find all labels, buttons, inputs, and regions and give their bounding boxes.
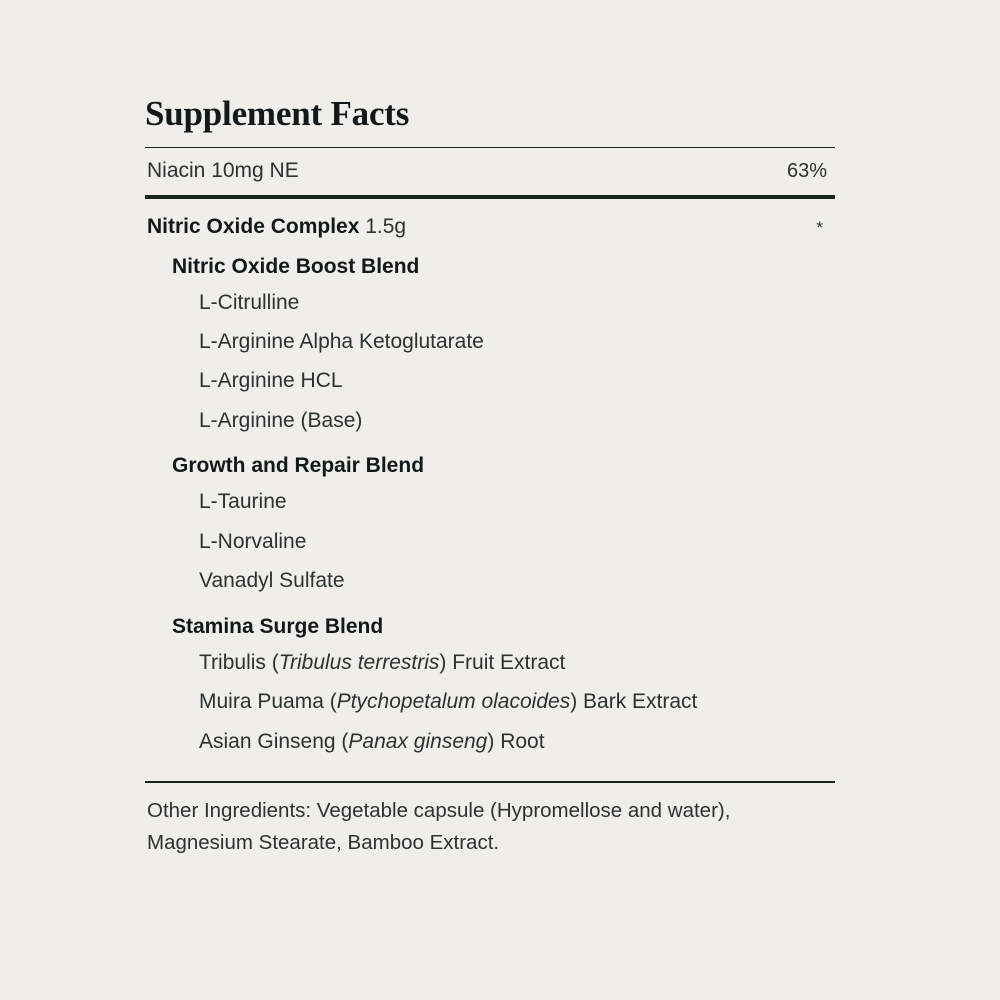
nutrient-daily-value: 63%	[786, 159, 827, 182]
nutrient-row	[145, 148, 835, 195]
ingredient-row: L-Arginine (Base)	[199, 408, 363, 432]
supplement-facts-panel	[145, 95, 835, 859]
ingredient-row: L-Arginine HCL	[199, 369, 343, 393]
ingredient-row: Asian Ginseng (Panax ginseng) Root	[199, 729, 545, 753]
blend-group	[145, 615, 835, 761]
proprietary-blend-section	[145, 199, 835, 762]
ingredient-row: L-Norvaline	[199, 529, 307, 553]
proprietary-blend-row	[145, 215, 835, 241]
other-ingredients-text: Other Ingredients: Vegetable capsule (Hypromellose and water), Magnesium Stearate, Bamboo Extract.	[147, 799, 731, 854]
ingredient-row: L-Taurine	[199, 490, 287, 514]
proprietary-blend-amount: 1.5g	[365, 214, 407, 238]
blend-name: Nitric Oxide Boost Blend	[172, 254, 420, 278]
nutrient-name: Niacin 10mg NE	[147, 158, 299, 182]
ingredient-row: L-Citrulline	[199, 290, 300, 314]
ingredient-row: Tribulis (Tribulus terrestris) Fruit Extract	[199, 650, 566, 674]
blend-group	[145, 255, 835, 441]
ingredient-row: Vanadyl Sulfate	[199, 569, 345, 593]
proprietary-blend-dv-symbol: *	[816, 217, 823, 237]
proprietary-blend-name: Nitric Oxide Complex	[147, 214, 360, 238]
blend-name: Stamina Surge Blend	[172, 614, 384, 638]
ingredient-row: L-Arginine Alpha Ketoglutarate	[199, 329, 484, 353]
blend-group	[145, 454, 835, 600]
page-title: Supplement Facts	[145, 94, 410, 133]
ingredient-row: Muira Puama (Ptychopetalum olacoides) Bark Extract	[199, 690, 698, 714]
blend-name: Growth and Repair Blend	[172, 454, 425, 478]
proprietary-blend-heading	[147, 215, 406, 239]
blend-list	[145, 255, 835, 762]
